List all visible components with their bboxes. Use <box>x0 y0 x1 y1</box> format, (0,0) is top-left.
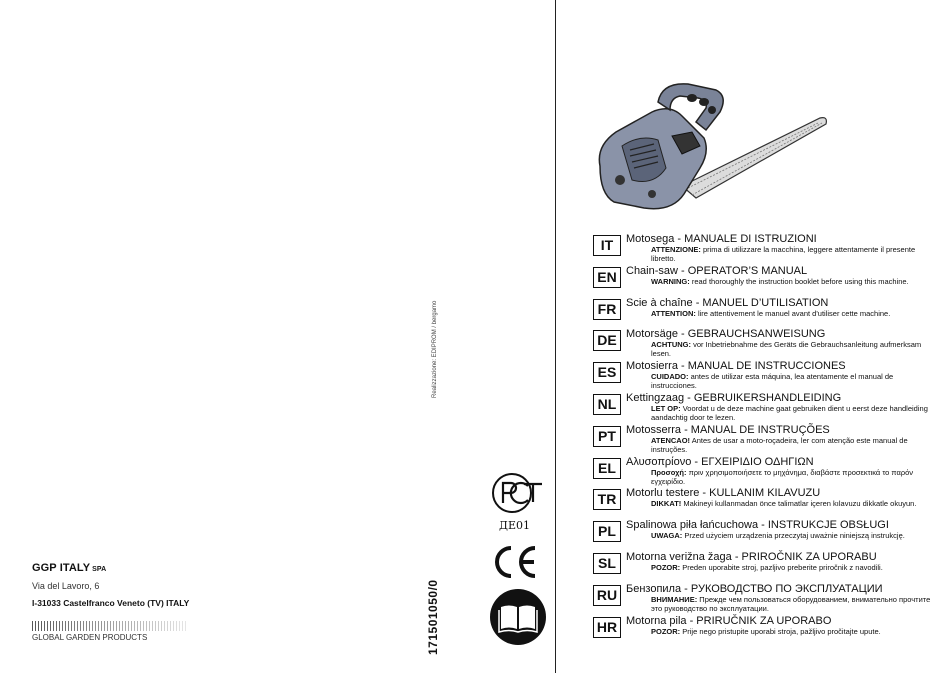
language-title: Motorna verižna žaga - PRIROČNIK ZA UPORABU <box>626 551 877 563</box>
language-code-badge: FR <box>593 299 621 320</box>
language-title: Spalinowa piła łańcuchowa - INSTRUKCJE OBSŁUGI <box>626 519 889 532</box>
language-code-badge: NL <box>593 394 621 415</box>
read-manual-icon <box>489 588 547 646</box>
company-address: Via del Lavoro, 6 <box>32 581 100 591</box>
language-code-badge: ES <box>593 362 621 383</box>
pct-certification-icon <box>490 470 548 516</box>
language-warning: WARNING: read thoroughly the instruction booklet before using this machine. <box>651 276 909 286</box>
language-title: Scie à chaîne - MANUEL D’UTILISATION <box>626 296 829 309</box>
decorative-stripes <box>32 621 186 631</box>
language-code-badge: EL <box>593 458 621 479</box>
language-warning: UWAGA: Przed użyciem urządzenia przeczytaj uważnie niniejszą instrukcję. <box>651 531 905 541</box>
chainsaw-image <box>592 76 832 218</box>
language-warning: POZOR: Prije nego pristupite uporabi stroja, pažljivo pročitajte upute. <box>651 626 881 636</box>
language-code-badge: PL <box>593 521 621 542</box>
production-credit: Realizzazione: EDIPROM / bergamo <box>432 300 438 398</box>
fold-line <box>555 0 556 673</box>
language-title: Motosserra - MANUAL DE INSTRUÇÕES <box>626 423 830 436</box>
company-subtitle: GLOBAL GARDEN PRODUCTS <box>32 633 148 642</box>
language-title: Chain-saw - OPERATOR’S MANUAL <box>626 264 808 277</box>
language-warning: ATTENZIONE: prima di utilizzare la macchina, leggere attentamente il presente libretto. <box>651 245 916 263</box>
company-block <box>32 562 232 608</box>
language-code-badge: DE <box>593 330 621 351</box>
language-code-badge: TR <box>593 489 621 510</box>
language-code-badge: IT <box>593 235 621 256</box>
language-code-badge: EN <box>593 267 621 288</box>
language-title: Motorna pila - PRIRUČNIK ZA UPORABO <box>626 614 832 627</box>
company-name-suffix: SPA <box>92 566 107 573</box>
ce-mark-icon <box>490 544 540 580</box>
language-warning: CUIDADO: antes de utilizar esta máquina, lea atentamente el manual de instrucciones. <box>651 372 894 391</box>
language-warning: LET OP: Voordat u de deze machine gaat gebruiken dient u eerst deze handleiding aandachtig door te lezen. <box>651 404 928 422</box>
company-name: GGP ITALY SPA <box>32 562 107 574</box>
language-warning: ATTENTION: lire attentivement le manuel avant d'utiliser cette machine. <box>651 308 891 318</box>
document-code: 171501050/0 <box>426 579 440 655</box>
language-warning: ACHTUNG: vor Inbetriebnahme des Geräts die Gebrauchsanleitung aufmerksam lesen. <box>651 340 922 359</box>
language-warning: DIKKAT! Makineyi kullanmadan önce talimatlar içeren kılavuzu dikkatle okuyun. <box>651 499 917 509</box>
language-code-badge: SL <box>593 553 621 574</box>
language-warning: POZOR: Preden uporabite stroj, pazljivo preberite priročnik z navodili. <box>651 563 883 572</box>
company-city: I-31033 Castelfranco Veneto (TV) ITALY <box>32 598 190 608</box>
language-warning: ATENCAO! Antes de usar a moto-roçadeira, ler com atenção este manual de instruções. <box>651 435 908 454</box>
language-warning: Προσοχή: πριν χρησιμοποιήσετε το μηχάνημα, διαβάστε προσεκτικά το παρόν εγχειρίδιο. <box>651 467 914 486</box>
language-title: Αλυσοπρίονο - ΕΓΧΕΙΡΙΔΙΟ ΟΔΗΓΙΩΝ <box>626 455 814 468</box>
language-title: Motorlu testere - KULLANIM KILAVUZU <box>626 487 821 500</box>
language-title: Motorsäge - GEBRAUCHSANWEISUNG <box>626 328 826 341</box>
language-code-badge: RU <box>593 585 621 606</box>
language-warning: ВНИМАНИЕ: Прежде чем пользоваться оборудованием, внимательно прочтите это руководство по эксплуатации. <box>651 594 931 613</box>
language-code-badge: HR <box>593 617 621 638</box>
language-title: Kettingzaag - GEBRUIKERSHANDLEIDING <box>626 392 842 404</box>
language-title: Motosierra - MANUAL DE INSTRUCCIONES <box>626 360 846 373</box>
certification-label: ДЕ01 <box>499 519 530 532</box>
language-title: Motosega - MANUALE DI ISTRUZIONI <box>626 233 817 245</box>
language-title: Бензопила - РУКОВОДСТВО ПО ЭКСПЛУАТАЦИИ <box>626 582 883 595</box>
language-code-badge: PT <box>593 426 621 447</box>
